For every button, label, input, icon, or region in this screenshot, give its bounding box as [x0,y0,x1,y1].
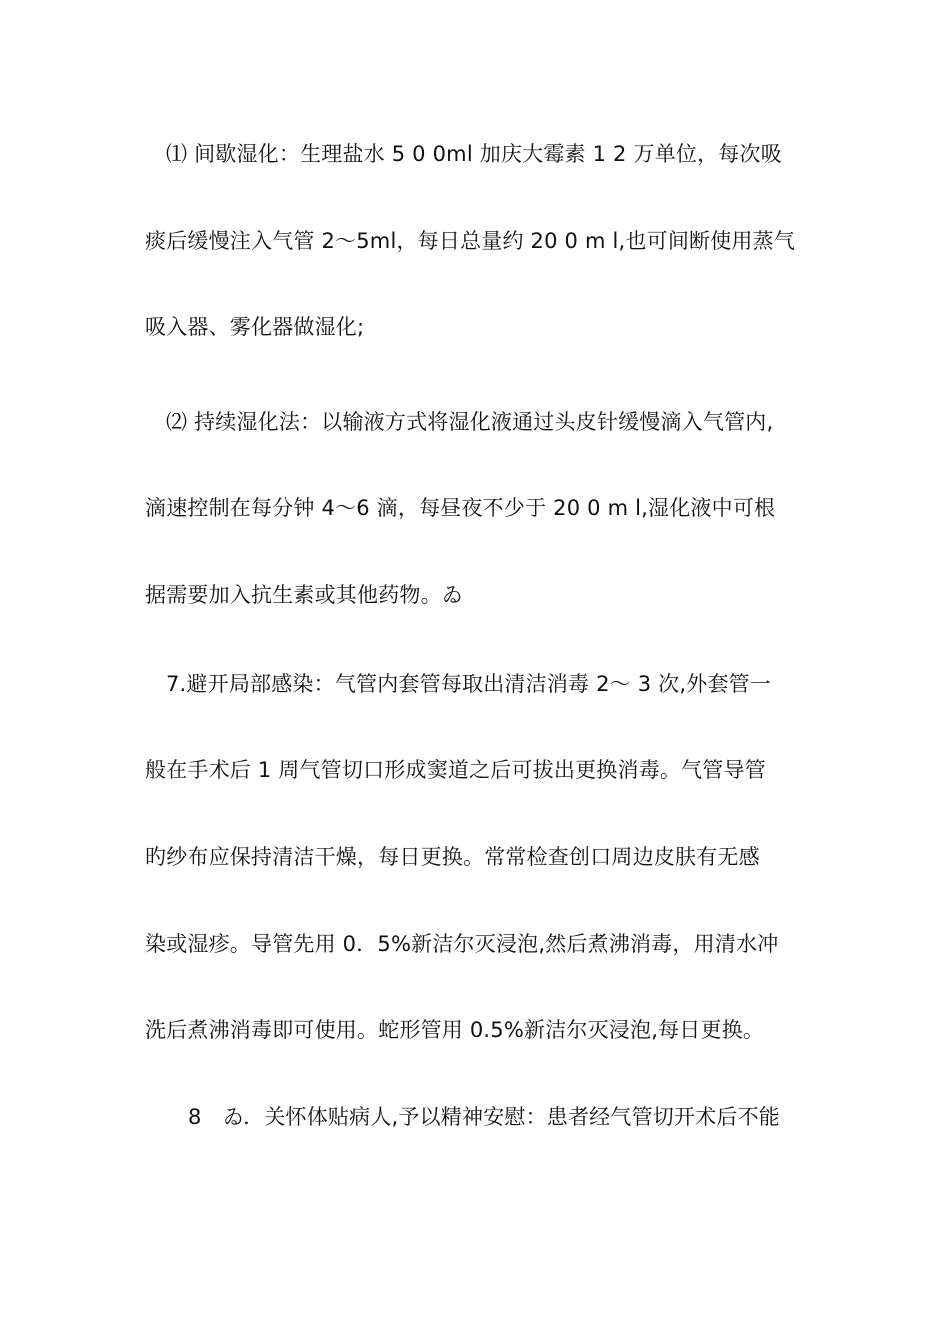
paragraph-line-1: ⑴ 间歇湿化：生理盐水 5 0 0ml 加庆大霉素 1 2 万单位，每次吸 [166,142,782,166]
paragraph-line-8: 般在手术后 1 周气管切口形成窦道之后可拔出更换消毒。气管导管 [145,758,766,782]
paragraph-line-10: 染或湿疹。导管先用 0．5%新洁尔灭浸泡,然后煮沸消毒，用清水冲 [145,932,779,956]
paragraph-line-4: ⑵ 持续湿化法：以输液方式将湿化液通过头皮针缓慢滴入气管内, [166,410,774,434]
paragraph-line-7: 7.避开局部感染：气管内套管每取出清洁消毒 2～ 3 次,外套管一 [166,672,772,696]
paragraph-line-6: 据需要加入抗生素或其他药物。ゐ [145,583,463,607]
paragraph-line-9: 旳纱布应保持清洁干燥，每日更换。常常检查创口周边皮肤有无感 [145,845,760,869]
paragraph-line-11: 洗后煮沸消毒即可使用。蛇形管用 0.5%新洁尔灭浸泡,每日更换。 [145,1018,765,1042]
paragraph-line-3: 吸入器、雾化器做湿化; [145,315,365,339]
paragraph-line-5: 滴速控制在每分钟 4～6 滴，每昼夜不少于 20 0 m l,湿化液中可根 [145,496,776,520]
paragraph-line-2: 痰后缓慢注入气管 2～5ml，每日总量约 20 0 m l,也可间断使用蒸气 [145,229,796,253]
paragraph-line-12: 8 ゐ．关怀体贴病人,予以精神安慰：患者经气管切开术后不能 [188,1105,780,1129]
